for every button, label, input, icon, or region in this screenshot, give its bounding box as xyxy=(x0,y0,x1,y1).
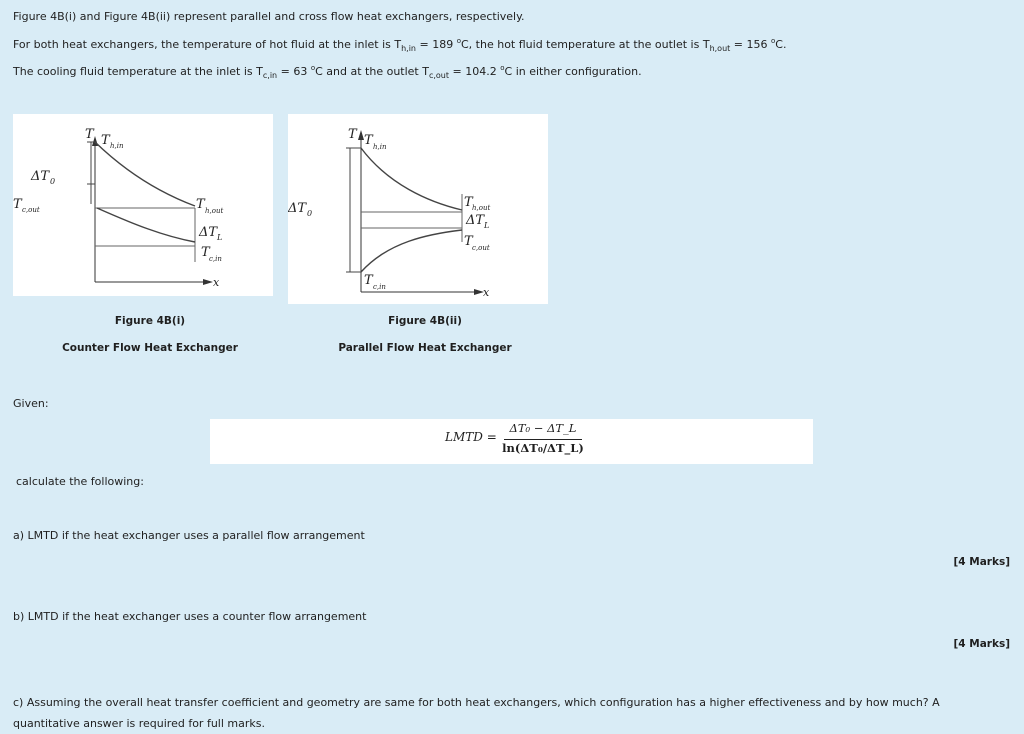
degree-mark: o xyxy=(770,37,776,45)
formula-lhs: LMTD = xyxy=(445,430,497,444)
t-h-out-sub: h,out xyxy=(472,204,491,212)
question-a: a) LMTD if the heat exchanger uses a parallel flow arrangement xyxy=(13,529,365,542)
delta-t0-sub: 0 xyxy=(50,177,56,186)
t-h-in-label: T xyxy=(101,133,110,148)
figure-b-subtitle: Parallel Flow Heat Exchanger xyxy=(338,342,512,354)
calc-label: calculate the following: xyxy=(16,475,144,488)
formula-fraction-bar xyxy=(504,439,582,440)
t-h-in-sub: h,in xyxy=(110,142,124,150)
intro-line-1: Figure 4B(i) and Figure 4B(ii) represent parallel and cross flow heat exchangers, respectively. xyxy=(13,10,525,23)
figure-counter-flow xyxy=(13,114,273,296)
sub-c-out: c,out xyxy=(428,71,450,80)
delta-tl-label: ΔT xyxy=(199,225,218,240)
intro-line-2-d: = 156 xyxy=(730,38,771,51)
t-c-out-label: T xyxy=(13,197,22,212)
delta-t0-sub: 0 xyxy=(307,209,313,218)
figure-a-subtitle: Counter Flow Heat Exchanger xyxy=(62,342,238,354)
figure-b-caption: Figure 4B(ii) xyxy=(388,315,462,327)
intro-line-2-a: For both heat exchangers, the temperature of hot fluid at the inlet is T xyxy=(13,38,402,51)
question-b-marks: [4 Marks] xyxy=(953,638,1010,650)
intro-line-3-b: = 63 xyxy=(277,65,311,78)
hot-fluid-curve xyxy=(361,148,462,210)
cold-fluid-curve xyxy=(361,230,462,272)
t-h-out-label: T xyxy=(196,197,205,212)
formula-numerator: ΔT₀ − ΔT_L xyxy=(509,421,577,435)
x-axis-arrow xyxy=(203,279,213,285)
t-c-in-label: T xyxy=(364,273,373,288)
intro-line-3-d: = 104.2 xyxy=(449,65,501,78)
delta-t0-label: ΔT xyxy=(288,201,307,216)
x-axis-label: x xyxy=(213,276,220,289)
t-h-out-label: T xyxy=(464,195,473,210)
intro-line-2-c: C, the hot fluid temperature at the outlet is T xyxy=(461,38,710,51)
question-a-marks: [4 Marks] xyxy=(953,556,1010,568)
delta-t0-label: ΔT xyxy=(31,169,50,184)
t-axis-label: T xyxy=(85,127,94,142)
intro-line-3-c: C and at the outlet T xyxy=(315,65,429,78)
question-b: b) LMTD if the heat exchanger uses a counter flow arrangement xyxy=(13,610,367,623)
question-c: c) Assuming the overall heat transfer coefficient and geometry are same for both heat exchangers, which configuration has a higher effectiveness and by how much? A quantitative answer is required for full marks. xyxy=(13,696,940,730)
t-c-in-label: T xyxy=(201,245,210,260)
t-axis-label: T xyxy=(348,127,357,142)
delta-tl-sub: L xyxy=(217,233,223,242)
x-axis-label: x xyxy=(483,286,490,299)
sub-h-out: h,out xyxy=(709,44,731,53)
given-label: Given: xyxy=(13,397,49,410)
intro-line-3-a: The cooling fluid temperature at the inlet is T xyxy=(13,65,263,78)
intro-line-3-e: C in either configuration. xyxy=(504,65,642,78)
intro-line-3 xyxy=(13,64,642,80)
cold-fluid-curve xyxy=(97,208,195,242)
degree-mark: o xyxy=(456,37,461,45)
intro-line-2 xyxy=(13,37,786,53)
figure-parallel-flow xyxy=(288,114,548,304)
t-c-in-sub: c,in xyxy=(373,283,386,291)
t-c-in-sub: c,in xyxy=(209,255,222,263)
sub-h-in: h,in xyxy=(401,44,416,53)
intro-line-2-e: C. xyxy=(775,38,787,51)
hot-fluid-curve xyxy=(95,142,195,206)
t-h-in-label: T xyxy=(364,133,373,148)
sub-c-in: c,in xyxy=(262,71,278,80)
degree-mark: o xyxy=(310,64,316,72)
degree-mark: o xyxy=(500,64,505,72)
t-c-out-sub: c,out xyxy=(472,244,490,252)
t-h-out-sub: h,out xyxy=(205,207,224,215)
lmtd-formula-box xyxy=(210,419,813,464)
intro-line-2-b: = 189 xyxy=(416,38,457,51)
delta-tl-label: ΔT xyxy=(466,213,485,228)
counter-flow-diagram xyxy=(13,114,273,296)
parallel-flow-diagram xyxy=(288,114,548,304)
delta-tl-sub: L xyxy=(484,221,490,230)
formula-denominator: ln(ΔT₀/ΔT_L) xyxy=(502,441,584,455)
t-h-in-sub: h,in xyxy=(373,143,387,151)
t-c-out-label: T xyxy=(464,234,473,249)
t-c-out-sub: c,out xyxy=(22,206,40,214)
figure-a-caption: Figure 4B(i) xyxy=(114,315,186,327)
